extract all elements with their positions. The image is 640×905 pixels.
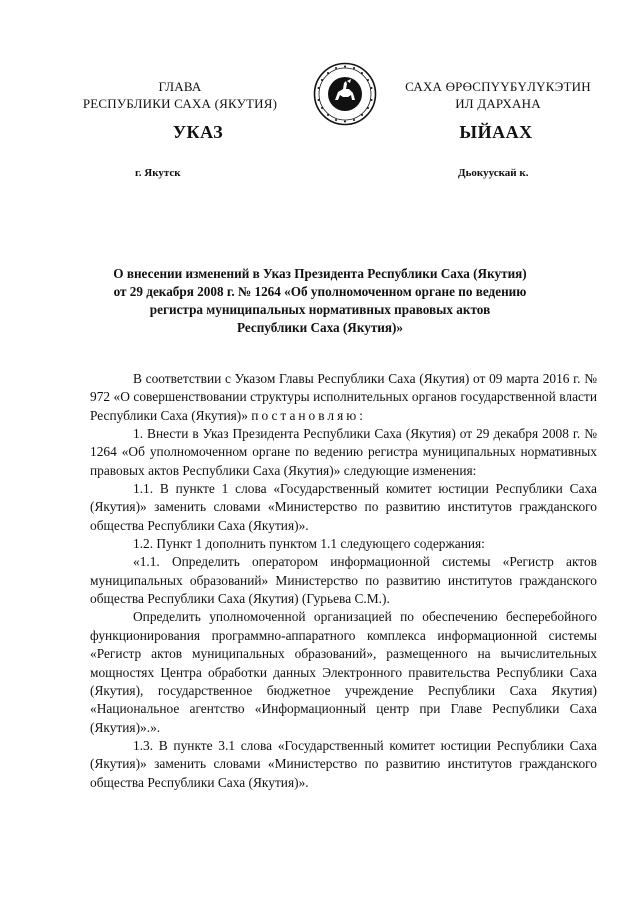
header-left-line1: ГЛАВА bbox=[158, 79, 202, 94]
title-line2: от 29 декабря 2008 г. № 1264 «Об уполномоченном органе по ведению bbox=[113, 284, 527, 299]
doc-type-right: ЫЙААХ bbox=[459, 122, 533, 142]
preamble-text: В соответствии с Указом Главы Республики Саха (Якутия) от 09 марта 2016 г. № 972 «О совершенствовании структуры исполнительных органов государственной власти Республики Саха (Якутия)» bbox=[90, 371, 597, 423]
header-right bbox=[378, 78, 618, 112]
paragraph-1-1: 1.1. В пункте 1 слова «Государственный комитет юстиции Республики Саха (Якутия)» заменить словами «Министерство по развитию институтов гражданского общества Республики Саха (Якутия)». bbox=[90, 481, 597, 533]
coat-of-arms-emblem bbox=[313, 62, 377, 126]
city-right: Дьокуускай к. bbox=[458, 167, 529, 179]
city-left: г. Якутск bbox=[135, 167, 181, 179]
paragraph-1: 1. Внести в Указ Президента Республики Саха (Якутия) от 29 декабря 2008 г. № 1264 «Об уполномоченном органе по ведению регистра муниципальных нормативных правовых актов Республики Саха (Якутия)» следующие изменения: bbox=[90, 426, 597, 478]
paragraph-preamble bbox=[90, 370, 597, 425]
paragraph-quote-1-1: «1.1. Определить оператором информационной системы «Регистр актов муниципальных образований» Министерство по развитию институтов гражданского общества Республики Саха (Якутия) (Гурьева С.М.). bbox=[90, 554, 597, 607]
header-left bbox=[60, 78, 300, 112]
paragraph-1-3: 1.3. В пункте 3.1 слова «Государственный комитет юстиции Республики Саха (Якутия)» заменить словами «Министерство по развитию институтов гражданского общества Республики Саха (Якутия)». bbox=[90, 737, 597, 790]
header-left-line2: РЕСПУБЛИКИ САХА (ЯКУТИЯ) bbox=[82, 96, 278, 111]
paragraph-1-2: 1.2. Пункт 1 дополнить пунктом 1.1 следующего содержания: bbox=[133, 536, 485, 552]
resolve-word: постановляю: bbox=[251, 407, 366, 423]
header-right-line1: САХА ӨРӨСПҮҮБҮЛҮКЭТИН bbox=[405, 79, 591, 94]
title-line4: Республики Саха (Якутия)» bbox=[236, 320, 404, 335]
document-title bbox=[90, 265, 550, 337]
paragraph-quote-define: Определить уполномоченной организацией по обеспечению бесперебойного функционирования программно-аппаратного комплекса информационной системы «Регистр актов муниципальных образований», размещенного на вычислительных мощностях Центра обработки данных Электронного правительства Республики Саха (Якутия), государственное бюджетное учреждение Республики Саха Якутия) «Национальное агентство «Информационный центр при Главе Республики Саха (Якутия)».». bbox=[90, 609, 597, 735]
document-body bbox=[90, 370, 597, 792]
doc-type-left: УКАЗ bbox=[172, 122, 224, 142]
title-line1: О внесении изменений в Указ Президента Республики Саха (Якутия) bbox=[113, 266, 527, 281]
header-right-line2: ИЛ ДАРХАНА bbox=[455, 96, 541, 111]
title-line3: регистра муниципальных нормативных правовых актов bbox=[149, 302, 491, 317]
